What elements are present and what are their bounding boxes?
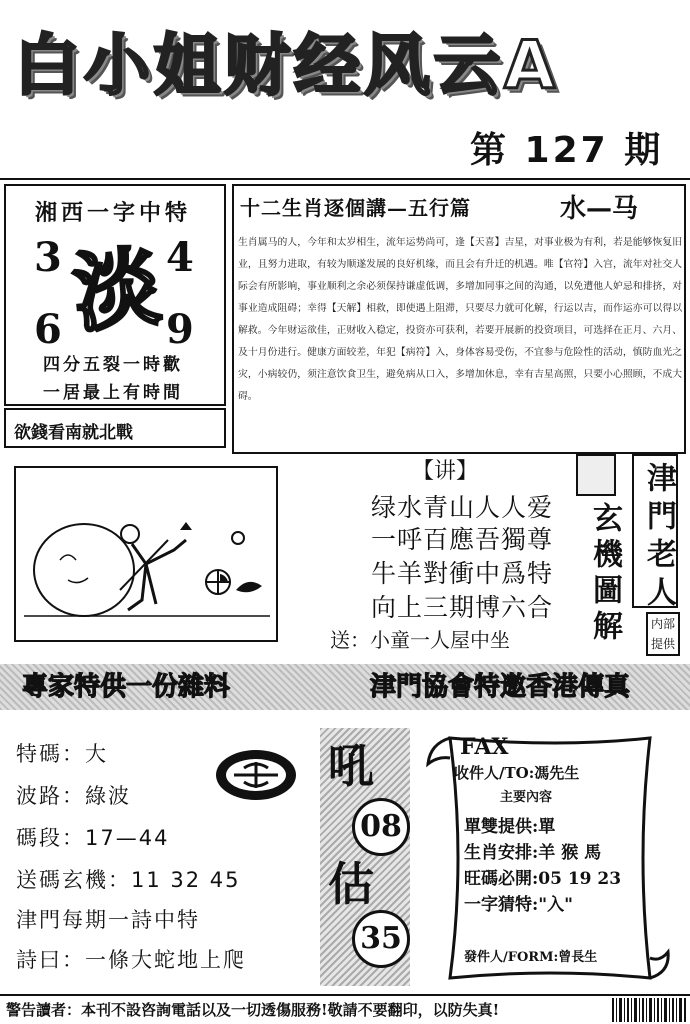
info-row (16, 822, 326, 852)
info-value: 一條大蛇地上爬 (85, 948, 246, 972)
info-row (16, 904, 326, 934)
divider (0, 178, 690, 180)
kicking-man-illustration (20, 470, 274, 638)
fax-line: 單雙提供:單 (464, 817, 556, 837)
badge-char: 估 (328, 857, 374, 911)
footer-warning (0, 994, 690, 1024)
featured-character: 淡 (68, 235, 165, 346)
issue-number: 第 127 期 (470, 130, 664, 171)
emblem-icon (214, 748, 298, 802)
info-row (16, 944, 326, 974)
fax-line: 旺碼必開:05 19 23 (464, 869, 622, 889)
poem-line: 绿水青山人人爱 (370, 493, 553, 522)
seal-icon (576, 454, 616, 496)
article-tag: 水—马 (560, 194, 639, 224)
info-value: 大 (85, 742, 108, 766)
article-heading: 十二生肖逐個講—五行篇 (240, 196, 471, 220)
info-value: 17—44 (85, 826, 170, 850)
banner (0, 664, 690, 710)
slogan-text: 欲錢看南就北戰 (14, 423, 133, 443)
badge-number: 08 (352, 798, 410, 856)
provider-text-1: 内部 (650, 617, 675, 631)
fax-sender: 發件人/FORM:曾長生 (464, 950, 598, 965)
fax-title: FAX (460, 734, 509, 760)
info-label: 詩曰： (16, 948, 85, 972)
info-label: 特碼： (16, 742, 85, 766)
digit: 3 (34, 234, 62, 281)
poem-line: 一呼百應吾獨尊 (370, 525, 553, 554)
banner-right: 津門協會特邀香港傳真 (370, 672, 631, 702)
left-panel-title: 湘西一字中特 (34, 200, 191, 226)
article-body: 生肖属马的人，今年和太岁相生，流年运势尚可，逢【天喜】吉星，对事业极为有利，若是能够恢复旧业，且努力进取，有较为顺遂发展的良好机缘，而且会有升迁的机遇。唯【官符】入宫，流年对社交人际会有所影响，事业顺利之余必须保持谦虚低调，多增加同事之间的沟通，以免遭他人妒忌和排挤，对事业造成阻碍；幸得【天解】相救，即使遇上阻滞，只要尽力就可化解，行运以吉，而作运亦可以得以解救。今年财运欲佳，正财收入稳定，投资亦可获利，若要开展新的投资项目，可选择在正月、六月、及十月份进行。健康方面较差，年犯【病符】入，身体容易受伤，不宜参与危险性的活动，慎防血光之灾，小病较仍，须注意饮食卫生，避免病从口入，多增加休息，幸有吉星高照，只要小心照顾，不成大碍。 (238, 237, 682, 402)
info-value: 綠波 (85, 784, 131, 808)
verse-line: 一居最上有時間 (43, 383, 183, 403)
badge-number: 35 (352, 910, 410, 968)
gift-line: 送：小童一人屋中坐 (330, 628, 510, 652)
info-row (16, 864, 326, 894)
digit: 9 (166, 306, 194, 353)
info-value: 11 32 45 (131, 868, 241, 892)
badge-char: 吼 (328, 739, 374, 793)
footer-text: 警告讀者：本刊不設咨詢電話以及一切透傷服務!敬請不要翻印，以防失真! (6, 1001, 500, 1019)
vertical-author: 津門老人 (641, 462, 676, 614)
info-label: 津門每期一詩中特 (16, 908, 200, 932)
banner-left: 專家特供一份雜料 (22, 672, 231, 702)
verse-line: 四分五裂一時歡 (43, 355, 183, 375)
provider-label (646, 612, 680, 656)
fax-line: 一字猜特:"入" (464, 895, 573, 915)
info-label: 碼段： (16, 826, 85, 850)
fax-scroll (420, 730, 670, 992)
fax-recipient: 收件人/TO:馮先生 (454, 764, 580, 782)
provider-text-2: 提供 (650, 637, 675, 651)
info-label: 波路： (16, 784, 85, 808)
fax-line: 生肖安排:羊 猴 馬 (464, 843, 602, 863)
vertical-title: 玄機圖解 (587, 502, 622, 646)
digit: 4 (166, 234, 194, 281)
digit: 6 (34, 306, 62, 353)
poem-line: 牛羊對衝中爲特 (370, 559, 553, 588)
poem-line: 向上三期博六合 (370, 593, 553, 622)
poem-heading: 【讲】 (411, 459, 478, 484)
barcode-icon (612, 998, 686, 1022)
page-title: 白小姐财经风云A (14, 27, 560, 104)
fax-subtitle: 主要內容 (500, 790, 553, 805)
info-label: 送碼玄機： (16, 868, 131, 892)
